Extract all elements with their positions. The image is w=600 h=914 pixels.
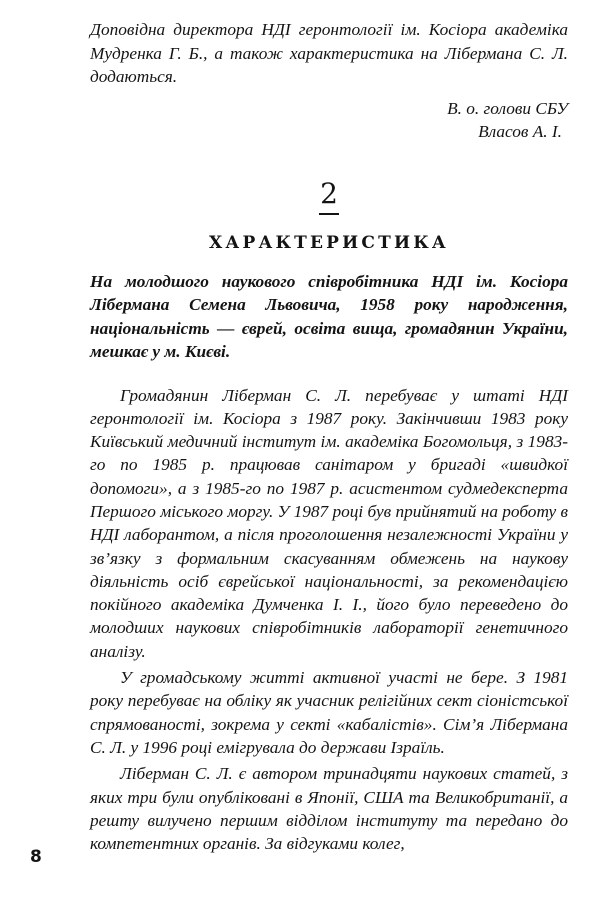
section-number: 2 xyxy=(320,176,338,210)
intro-paragraph: Доповідна директора НДІ геронтології ім. Косіора академіка Мудренка Г. Б., а також характеристика на Лібермана С. Л. додаються. xyxy=(90,20,568,86)
page-content xyxy=(90,18,568,858)
signature-title: В. о. голови СБУ xyxy=(447,98,568,118)
body-paragraph: Ліберман С. Л. є автором тринадцяти наукових статей, з яких три були опубліковані в Японії, США та Великобританії, а решту вилучено першим відділом інституту та передано до компетентних органів. За відгуками колег, xyxy=(90,764,568,854)
body-paragraph: Громадянин Ліберман С. Л. перебуває у штаті НДІ геронтології ім. Косіора з 1987 року. Закінчивши 1983 року Київський медичний інститут ім. академіка Богомольця, з 1983-го по 1985 р. працював санітаром у бригаді «швидкої допомоги», а з 1985-го по 1987 р. асистентом судмедексперта Першого міського моргу. У 1987 році був прийнятий на роботу в НДІ лаборантом, а після проголошення незалежності України у зв’язку з формальним скасуванням обмежень на наукову діяльність осіб єврейської національності, за рекомендацією покійного академіка Думченка І. І., його було переведено до молодших наукових співробітників лабораторії генетичного аналізу. xyxy=(90,385,568,661)
lead-paragraph: На молодшого наукового співробітника НДІ ім. Косіора Лібермана Семена Львовича, 1958 року народження, національність — єврей, освіта вища, громадянин України, мешкає у м. Києві. xyxy=(90,271,568,361)
section-number-underline xyxy=(319,213,339,215)
section-heading: ХАРАКТЕРИСТИКА xyxy=(209,232,449,253)
signature-block xyxy=(90,97,568,144)
body-paragraph: У громадському житті активної участі не бере. З 1981 року перебуває на обліку як учасник релігійних сект сіоністської спрямованості, зокрема у секті «кабалістів». Сім’я Лібермана С. Л. у 1996 році емігрувала до держави Ізраїль. xyxy=(90,668,568,757)
signature-name: Власов А. І. xyxy=(478,122,562,141)
intro-block xyxy=(90,18,568,89)
page-number: 8 xyxy=(30,847,42,867)
body-text xyxy=(90,384,568,856)
